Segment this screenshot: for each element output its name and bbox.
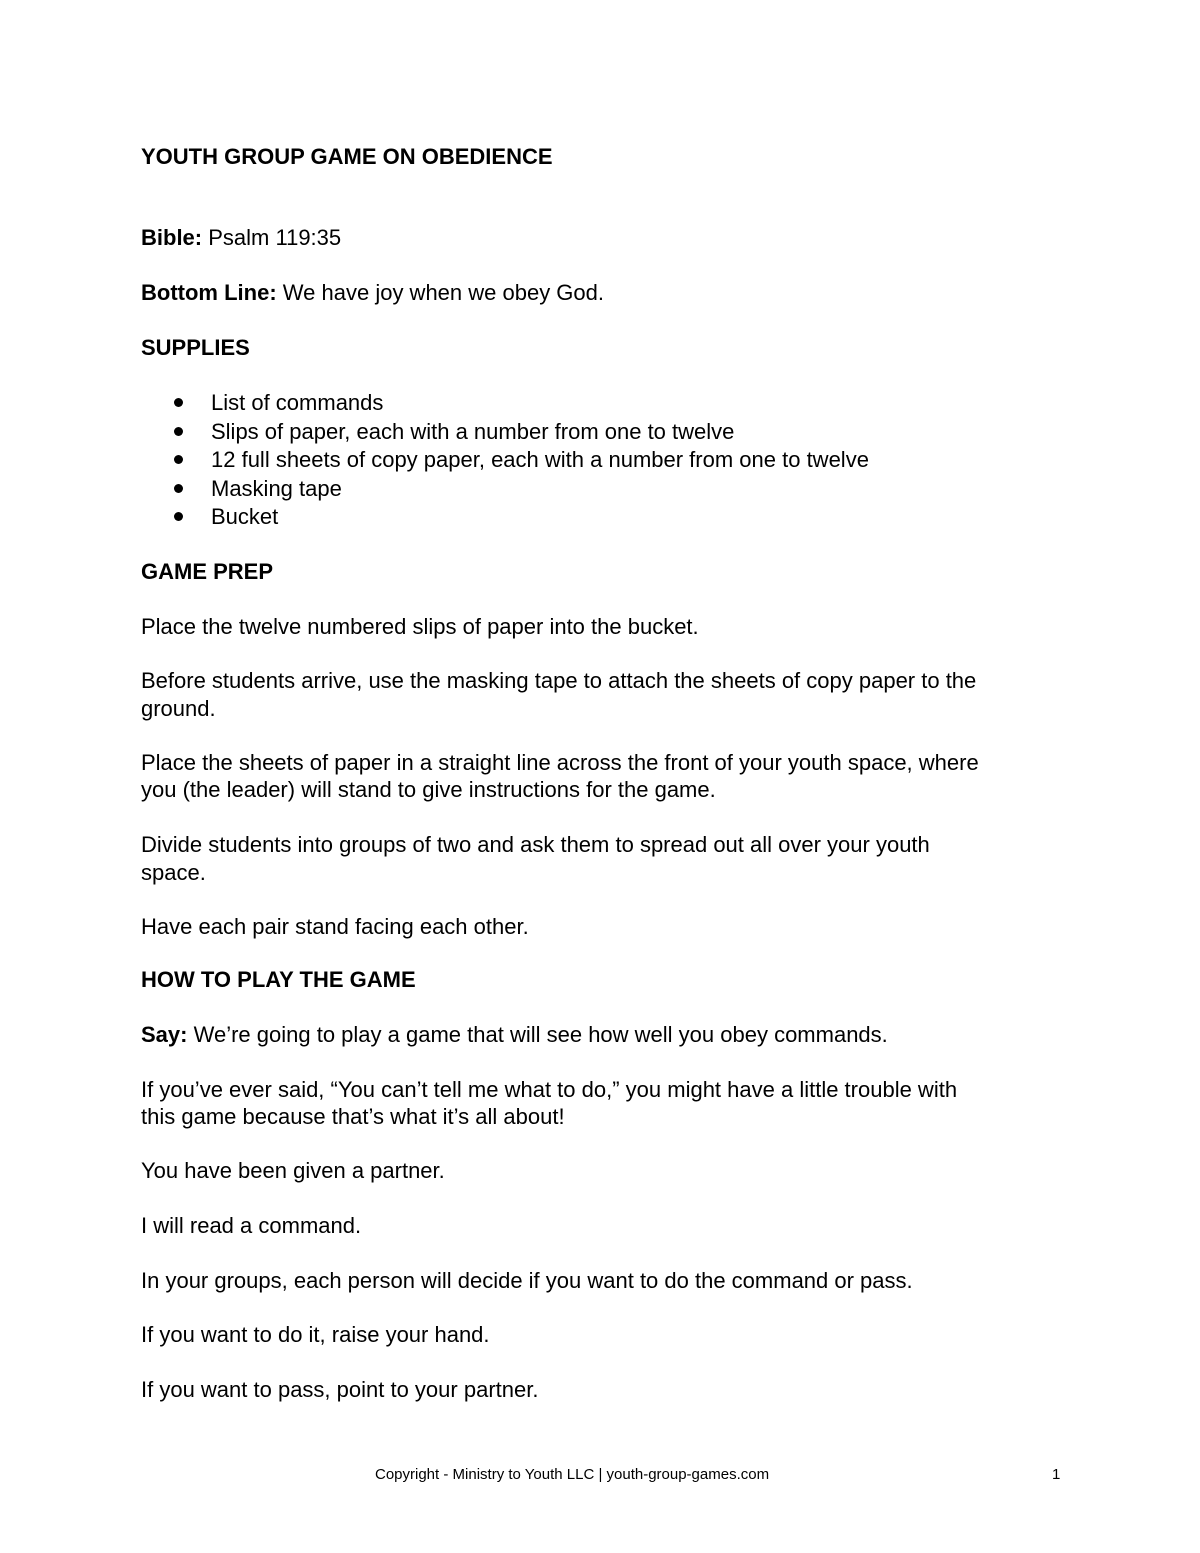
page-number: 1 [1052, 1466, 1061, 1483]
game-prep-paragraph: ground. [141, 696, 216, 721]
bullet-icon [174, 512, 183, 521]
bullet-icon [174, 398, 183, 407]
game-prep-paragraph: Before students arrive, use the masking tape to attach the sheets of copy paper to the [141, 668, 977, 693]
how-to-play-paragraph: this game because that’s what it’s all about! [141, 1104, 565, 1129]
how-to-play-heading: HOW TO PLAY THE GAME [141, 967, 416, 992]
game-prep-paragraph: you (the leader) will stand to give instructions for the game. [141, 777, 716, 802]
say-text: We’re going to play a game that will see how well you obey commands. [193, 1022, 888, 1047]
how-to-play-paragraph: If you want to pass, point to your partner. [141, 1377, 539, 1402]
how-to-play-paragraph: In your groups, each person will decide if you want to do the command or pass. [141, 1268, 913, 1293]
say-label: Say: [141, 1022, 188, 1047]
bottom-line [141, 279, 604, 306]
game-prep-paragraph: Place the sheets of paper in a straight line across the front of your youth space, where [141, 750, 979, 775]
footer-copyright: Copyright - Ministry to Youth LLC | youth-group-games.com [375, 1466, 770, 1483]
list-item-text: Bucket [211, 504, 279, 529]
bottom-line-value: We have joy when we obey God. [282, 280, 605, 305]
bible-label: Bible: [141, 225, 203, 250]
bullet-icon [174, 455, 183, 464]
game-prep-paragraph: space. [141, 860, 206, 885]
how-to-play-paragraph: You have been given a partner. [141, 1158, 445, 1183]
game-prep-paragraph: Place the twelve numbered slips of paper into the bucket. [141, 614, 699, 639]
how-to-play-paragraph: I will read a command. [141, 1213, 362, 1238]
how-to-play-paragraph: If you’ve ever said, “You can’t tell me what to do,” you might have a little trouble with [141, 1077, 958, 1102]
game-prep-paragraph: Divide students into groups of two and ask them to spread out all over your youth [141, 832, 930, 857]
bullet-icon [174, 484, 183, 493]
list-item-text: Masking tape [211, 476, 342, 501]
bible-line [141, 224, 341, 251]
game-prep-heading: GAME PREP [141, 559, 274, 584]
document-title: YOUTH GROUP GAME ON OBEDIENCE [141, 144, 553, 169]
bullet-icon [174, 427, 183, 436]
how-to-play-paragraph: If you want to do it, raise your hand. [141, 1322, 490, 1347]
bottom-line-label: Bottom Line: [141, 280, 277, 305]
supplies-heading: SUPPLIES [141, 335, 250, 360]
list-item-text: Slips of paper, each with a number from one to twelve [211, 419, 735, 444]
list-item-text: List of commands [211, 390, 384, 415]
say-line [141, 1021, 888, 1048]
list-item-text: 12 full sheets of copy paper, each with a number from one to twelve [211, 447, 869, 472]
bible-value: Psalm 119:35 [208, 225, 342, 250]
game-prep-paragraph: Have each pair stand facing each other. [141, 914, 529, 939]
